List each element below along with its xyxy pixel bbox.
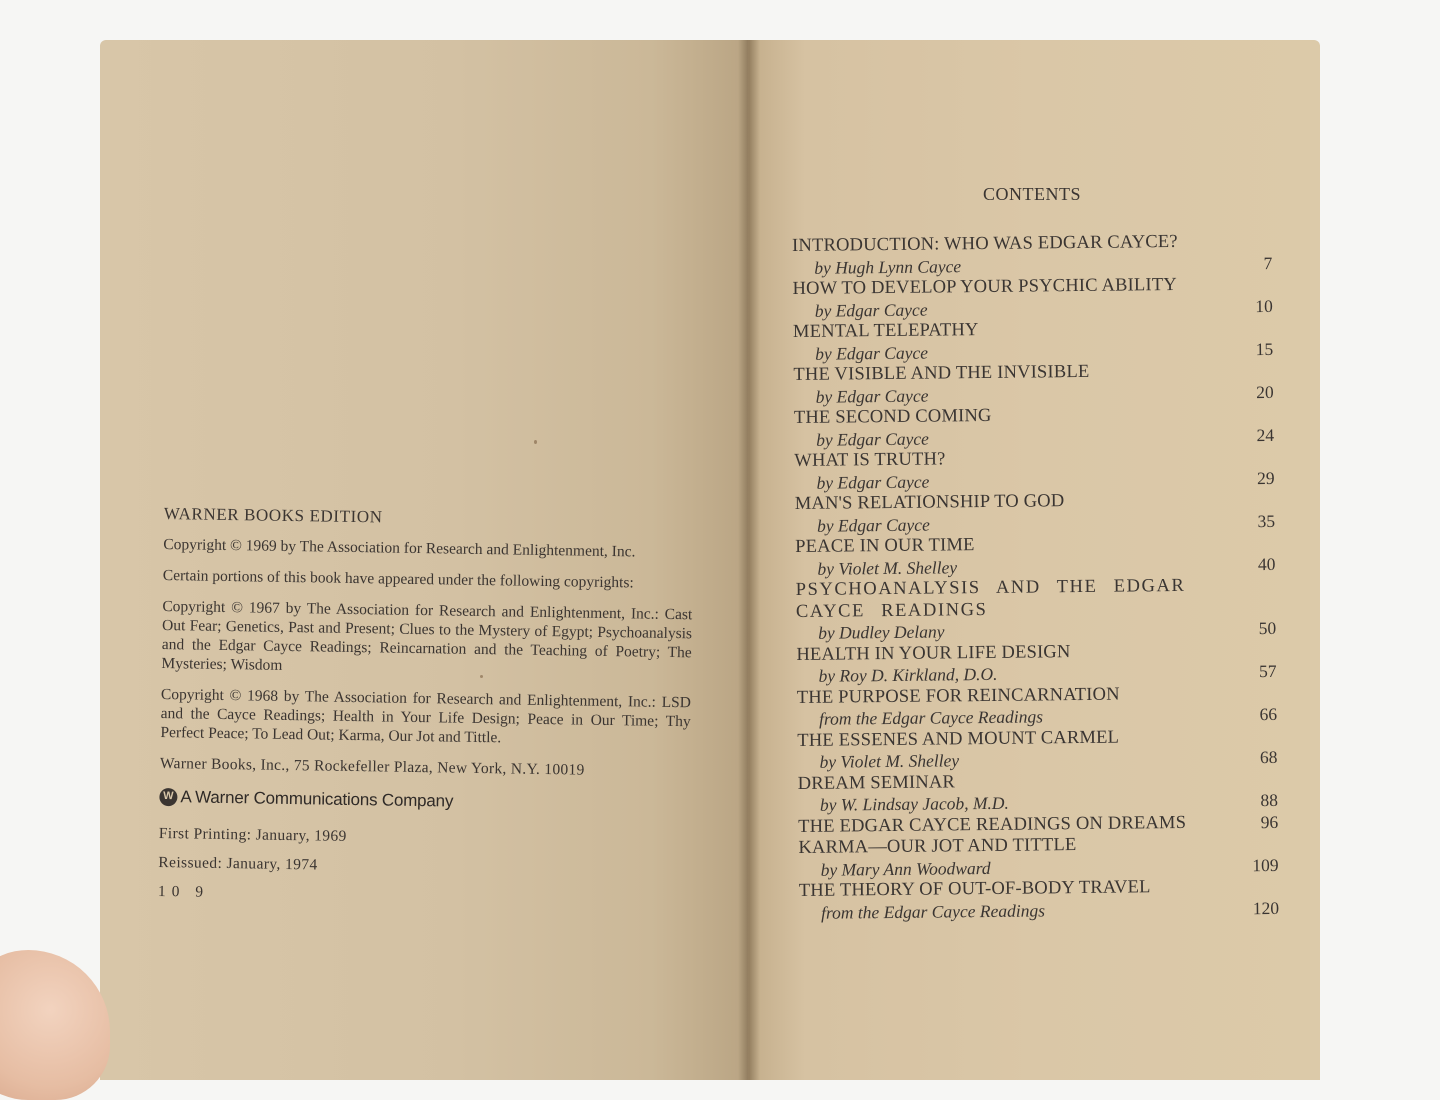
toc-entry-title: THE THEORY OF OUT-OF-BODY TRAVEL: [798, 877, 1151, 901]
toc-entry: [799, 876, 1279, 924]
toc-entry-page: 120: [1252, 897, 1280, 918]
contents-heading: CONTENTS: [983, 184, 1081, 204]
toc-entry: [797, 725, 1277, 773]
toc-entry: [794, 403, 1274, 451]
toc-entry-author: by Roy D. Kirkland, D.O.: [818, 663, 998, 686]
toc-entry-page: 35: [1257, 510, 1276, 531]
open-book: [100, 40, 1320, 1080]
toc-entry: [795, 532, 1275, 580]
publisher-address: Warner Books, Inc., 75 Rockefeller Plaza, New York, N.Y. 10019: [159, 754, 585, 779]
toc-entry-author: by Violet M. Shelley: [817, 556, 958, 579]
copyright-block: [158, 504, 694, 909]
toc-entry: [792, 274, 1272, 322]
warner-logo-icon: W: [159, 787, 177, 805]
toc-entry-page: 7: [1263, 252, 1273, 273]
toc-entry: [798, 768, 1278, 816]
toc-entry-author: from the Edgar Cayce Readings: [820, 899, 1046, 923]
publisher-logo: [159, 787, 689, 814]
toc-entry: [793, 317, 1273, 365]
toc-entry-page: 10: [1255, 295, 1273, 316]
toc-entry-title: PSYCHOANALYSIS AND THE EDGAR CAYCE READINGS: [795, 575, 1186, 622]
toc-entry-page: 50: [1258, 617, 1277, 639]
toc-entry-title: THE ESSENES AND MOUNT CARMEL: [797, 727, 1120, 751]
toc-entry-author: by Hugh Lynn Cayce: [814, 255, 962, 278]
toc-entry-title: KARMA—OUR JOT AND TITTLE: [798, 835, 1077, 858]
toc-entry-page: 40: [1257, 553, 1276, 574]
toc-entry-title: MENTAL TELEPATHY: [792, 320, 979, 342]
toc-entry-author: by Edgar Cayce: [815, 342, 929, 364]
toc-entry: [795, 489, 1275, 537]
toc-entry-page: 29: [1256, 467, 1275, 488]
toc-entry-page: 20: [1256, 381, 1274, 402]
toc-entry-title: INTRODUCTION: WHO WAS EDGAR CAYCE?: [792, 231, 1178, 256]
edition-label: WARNER BOOKS EDITION: [163, 504, 383, 527]
toc-entry: [796, 575, 1277, 645]
copyright-notice: Certain portions of this book have appeared under the following copyrights:: [162, 566, 634, 592]
reissued: Reissued: January, 1974: [158, 853, 318, 874]
toc-entry-author: by W. Lindsay Jacob, M.D.: [819, 792, 1009, 815]
toc-entry: [792, 231, 1272, 279]
toc-entry-page: 24: [1256, 424, 1275, 445]
toc-entry-author: by Edgar Cayce: [816, 514, 930, 536]
left-page: [100, 40, 748, 1080]
toc-entry-author: by Edgar Cayce: [816, 471, 930, 493]
toc-entry-page: 66: [1259, 703, 1278, 725]
toc-entry-title: DREAM SEMINAR: [797, 771, 956, 794]
toc-entry-title: HEALTH IN YOUR LIFE DESIGN: [796, 641, 1071, 665]
right-page: [748, 40, 1320, 1080]
toc-entry: [797, 682, 1277, 730]
toc-entry-title: WHAT IS TRUTH?: [794, 449, 946, 471]
toc-entry-author: by Dudley Delany: [818, 621, 945, 643]
first-printing: First Printing: January, 1969: [158, 824, 347, 845]
toc-entry: [793, 360, 1273, 408]
toc-entry-author: from the Edgar Cayce Readings: [818, 706, 1044, 729]
copyright-1967: Copyright © 1967 by The Association for Research and Enlightenment, Inc.: Cast Out Fear; Genetics, Past and Present; Clues to the Mystery of Egypt; Psychoanalysis and the Edgar Cayce Readings; Reincarnation and the Teaching of Poetry; The Mysteries; Wisdom: [161, 597, 693, 674]
book-gutter: [738, 40, 760, 1080]
toc-entry-author: by Edgar Cayce: [816, 428, 929, 450]
toc-entry-page: 96: [1260, 811, 1279, 832]
toc-entry-author: by Mary Ann Woodward: [820, 857, 991, 880]
toc-entry-page: 15: [1255, 338, 1274, 359]
toc-entry-title: HOW TO DEVELOP YOUR PSYCHIC ABILITY: [792, 274, 1178, 299]
toc-entry-title: PEACE IN OUR TIME: [795, 535, 975, 557]
toc-entry-page: 57: [1258, 660, 1277, 682]
toc-entry: [794, 446, 1274, 494]
holding-thumb: [0, 950, 110, 1100]
copyright-main: Copyright © 1969 by The Association for Research and Enlightenment, Inc.: [163, 535, 636, 561]
toc-entry-page: 68: [1259, 746, 1278, 768]
toc-entry-title: THE PURPOSE FOR REINCARNATION: [796, 684, 1120, 708]
toc-entry-title: THE VISIBLE AND THE INVISIBLE: [793, 361, 1090, 385]
toc-entry-title: THE SECOND COMING: [793, 405, 992, 428]
toc-entry-author: by Edgar Cayce: [815, 385, 929, 407]
toc-entry: [796, 639, 1276, 687]
toc-entry-page: 109: [1252, 854, 1279, 875]
toc-entry-author: by Edgar Cayce: [814, 299, 928, 321]
printing-numbers: 10 9: [157, 882, 210, 901]
toc-entry-page: 88: [1260, 789, 1279, 811]
toc-entry: [798, 833, 1278, 881]
toc-entry-title: THE EDGAR CAYCE READINGS ON DREAMS: [798, 812, 1187, 837]
toc-entry-title: MAN'S RELATIONSHIP TO GOD: [794, 491, 1065, 514]
logo-text: A Warner Communications Company: [180, 787, 454, 811]
table-of-contents: [792, 231, 1279, 924]
toc-entry-author: by Violet M. Shelley: [819, 750, 960, 772]
paper-spot: [534, 440, 537, 444]
copyright-1968: Copyright © 1968 by The Association for Research and Enlightenment, Inc.: LSD and the Cayce Readings; Health in Your Life Design; Peace in Our Time; Thy Perfect Peace; To Lead Out; Karma, Our Jot and Tittle.: [160, 685, 692, 747]
